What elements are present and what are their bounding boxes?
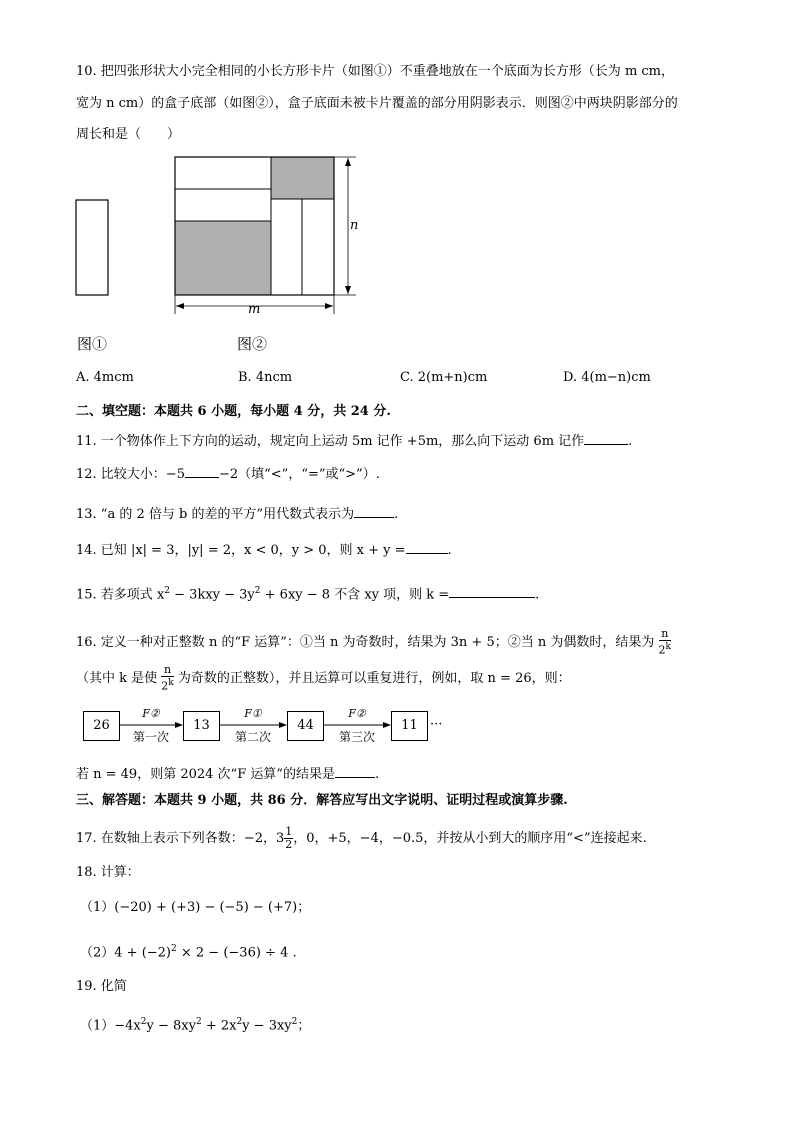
q15: 15. 若多项式 $x^2 - 3kxy - 3y^2 + 6xy - 8$ 不含 xy 项，则 k = .: [76, 586, 540, 603]
figure-1-label: 图①: [77, 335, 108, 353]
q16-line2: （其中 k 是使 $\frac{n}{2^k}$ 为奇数的正整数），并且运算可以重复进行，例如，取 n = 26，则：: [76, 663, 571, 693]
dim-label-m: m: [248, 302, 261, 317]
section-2-heading: 二、填空题：本题共 6 小题，每小题 4 分，共 24 分.: [76, 404, 391, 419]
answer-blank: [406, 540, 448, 554]
option-d: D. 4(m−n)cm: [563, 370, 651, 385]
option-c: C. 2(m+n)cm: [400, 370, 488, 385]
answer-blank: [449, 584, 535, 598]
q19: 19. 化简: [76, 979, 127, 994]
answer-blank: [584, 431, 628, 445]
q13: 13. “a 的 2 倍与 b 的差的平方”用代数式表示为 .: [76, 504, 398, 524]
q18-part2: $(2)4 + (-2)^2 \times 2 - (-36) \div 4$ .: [80, 944, 297, 961]
q17: 17. 在数轴上表示下列各数：−2，3 $\frac{1}{2}$ ，0，+5，−4，−0.5，并按从小到大的顺序用“<”连接起来.: [76, 825, 647, 851]
flow-arrows: [0, 718, 794, 732]
section-3-heading: 三、解答题：本题共 9 小题，共 86 分．解答应写出文字说明、证明过程或演算步骤.: [76, 793, 568, 808]
option-a: A. 4mcm: [76, 370, 134, 385]
shaded-region-top-right: [271, 157, 334, 199]
option-b: B. 4ncm: [238, 370, 293, 385]
flow-step-3: 第三次: [338, 730, 375, 744]
q19-part1: $(1)-4x^2y - 8xy^2 + 2x^2y - 3xy^2$；: [80, 1017, 311, 1034]
q10-line1: 10. 把四张形状大小完全相同的小长方形卡片（如图①）不重叠地放在一个底面为长方形（长为 m cm，: [76, 64, 675, 79]
flow-op-2: F①: [244, 707, 262, 720]
flow-op-1: F②: [142, 707, 160, 720]
figure-1: [74, 198, 112, 298]
flow-box-1: 26: [83, 711, 120, 741]
fraction-n-over-2k: $\frac{n}{2^k}$: [658, 627, 671, 657]
q14: 14. 已知 |x| = 3，|y| = 2，x < 0，y > 0，则 x + y = .: [76, 540, 452, 560]
answer-blank: [335, 764, 375, 778]
flow-box-2: 13: [183, 711, 220, 741]
flow-step-2: 第二次: [234, 730, 271, 744]
shaded-region-bottom-left: [175, 221, 271, 295]
q16-line3: 若 n = 49，则第 2024 次“F 运算”的结果是 .: [76, 764, 379, 784]
figure-2: [170, 152, 370, 322]
fraction-n-over-2k: $\frac{n}{2^k}$: [161, 663, 174, 693]
q16-line1: 16. 定义一种对正整数 n 的“F 运算”：①当 n 为奇数时，结果为 3n + 5；②当 n 为偶数时，结果为 $\frac{n}{2^k}$: [76, 627, 671, 657]
dim-label-n: n: [350, 218, 359, 233]
q18: 18. 计算：: [76, 865, 140, 880]
figure-2-label: 图②: [237, 335, 268, 353]
q12: 12. 比较大小：−5 −2（填“<”，“=”或“>”）.: [76, 464, 380, 484]
flow-step-1: 第一次: [132, 730, 169, 744]
q11: 11. 一个物体作上下方向的运动，规定向上运动 5m 记作 +5m，那么向下运动 6m 记作 .: [76, 431, 632, 451]
q10-line2: 宽为 n cm）的盒子底部（如图②），盒子底面未被卡片覆盖的部分用阴影表示．则图②中两块阴影部分的: [76, 96, 678, 111]
flow-op-3: F②: [348, 707, 366, 720]
answer-blank: [354, 504, 394, 518]
flow-box-3: 44: [287, 711, 324, 741]
q10-line3: 周长和是（ ）: [76, 127, 181, 142]
fraction-one-half: $\frac{1}{2}$: [285, 825, 293, 851]
q18-part1: （1）(−20) + (+3) − (−5) − (+7)；: [80, 900, 311, 915]
flow-ellipsis: ···: [430, 717, 443, 732]
flow-box-4: 11: [391, 711, 428, 741]
answer-blank: [185, 464, 219, 478]
